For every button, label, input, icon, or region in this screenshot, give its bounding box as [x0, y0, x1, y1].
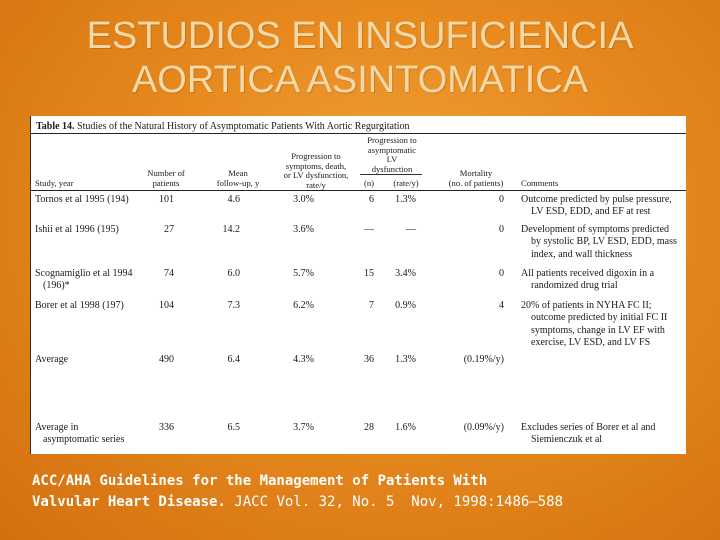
cell-comments: 20% of patients in NYHA FC II; outcome predicted by initial FC II symptoms, change in LV EF with exercise, LV ESD, and LV FS: [521, 300, 668, 348]
header-progression: Progression to symptoms, death, or LV dysfunction, rate/y: [283, 151, 349, 190]
cell-mortality: (0.19%/y): [463, 354, 504, 365]
cell-progression: 3.6%: [293, 224, 314, 235]
table-caption: [36, 121, 410, 132]
cell-patients: 336: [159, 422, 174, 433]
cell-study: Average: [35, 354, 69, 365]
cell-n: 15: [364, 268, 374, 279]
reference-citation: [32, 471, 712, 513]
header-asym-rate: (rate/y): [393, 178, 419, 188]
table-label: Table 14.: [36, 121, 75, 132]
cell-mortality: 0: [499, 224, 504, 235]
cell-rate: —: [406, 224, 416, 235]
cell-study: Average in asymptomatic series: [35, 422, 125, 446]
cell-rate: 1.3%: [395, 354, 416, 365]
cell-rate: 3.4%: [395, 268, 416, 279]
cell-study: Tornos et al 1995 (194): [35, 194, 129, 205]
cell-study: Scognamiglio et al 1994 (196)*: [35, 268, 133, 292]
table-image: [30, 116, 686, 454]
cell-patients: 490: [159, 354, 174, 365]
cell-followup: 6.0: [227, 268, 240, 279]
cell-rate: 1.3%: [395, 194, 416, 205]
cell-n: 36: [364, 354, 374, 365]
table-top-rule: [30, 133, 686, 134]
cell-patients: 27: [164, 224, 174, 235]
cell-followup: 14.2: [222, 224, 240, 235]
cell-progression: 6.2%: [293, 300, 314, 311]
cell-rate: 1.6%: [395, 422, 416, 433]
table-header-rule: [30, 190, 686, 191]
table-caption-text: Studies of the Natural History of Asymptomatic Patients With Aortic Regurgitation: [77, 121, 410, 132]
header-asym-n: (n): [363, 178, 375, 188]
cell-mortality: 4: [499, 300, 504, 311]
cell-study: Ishii et al 1996 (195): [35, 224, 119, 235]
cell-progression: 3.0%: [293, 194, 314, 205]
cell-comments: Outcome predicted by pulse pressure, LV ESD, EDD, and EF at rest: [521, 194, 672, 218]
cell-comments: All patients received digoxin in a randomized drug trial: [521, 268, 655, 292]
cell-followup: 7.3: [227, 300, 240, 311]
reference-journal: JACC Vol. 32, No. 5 Nov, 1998:1486–588: [225, 494, 564, 510]
cell-n: 7: [369, 300, 374, 311]
cell-n: 6: [369, 194, 374, 205]
cell-patients: 74: [164, 268, 174, 279]
cell-patients: 101: [159, 194, 174, 205]
header-group-rule: [360, 174, 422, 175]
cell-followup: 4.6: [227, 194, 240, 205]
cell-rate: 0.9%: [395, 300, 416, 311]
cell-followup: 6.4: [227, 354, 240, 365]
cell-comments: Excludes series of Borer et al and Siemienczuk et al: [521, 422, 656, 446]
reference-bold-line-2: Valvular Heart Disease.: [32, 494, 226, 510]
header-patients: Number of patients: [147, 168, 185, 188]
header-asymptomatic: Progression to asymptomatic LV dysfunction: [367, 135, 417, 174]
cell-progression: 3.7%: [293, 422, 314, 433]
cell-followup: 6.5: [227, 422, 240, 433]
header-mortality: Mortality (no. of patients): [448, 168, 504, 188]
table-left-border: [30, 116, 31, 454]
cell-mortality: 0: [499, 194, 504, 205]
cell-progression: 4.3%: [293, 354, 314, 365]
slide-title: [0, 14, 720, 102]
slide-title-line-1: ESTUDIOS EN INSUFICIENCIA: [86, 15, 634, 57]
header-study: Study, year: [35, 178, 74, 188]
cell-study: Borer et al 1998 (197): [35, 300, 124, 311]
cell-progression: 5.7%: [293, 268, 314, 279]
header-followup: Mean follow-up, y: [216, 168, 260, 188]
cell-comments: Development of symptoms predicted by systolic BP, LV ESD, EDD, mass index, and wall thickness: [521, 224, 677, 260]
cell-n: 28: [364, 422, 374, 433]
cell-patients: 104: [159, 300, 174, 311]
cell-n: —: [364, 224, 374, 235]
header-comments: Comments: [521, 178, 559, 188]
reference-bold-line-1: ACC/AHA Guidelines for the Management of Patients With: [32, 473, 488, 489]
slide-title-line-2: AORTICA ASINTOMATICA: [131, 59, 589, 101]
cell-mortality: (0.09%/y): [463, 422, 504, 433]
cell-mortality: 0: [499, 268, 504, 279]
